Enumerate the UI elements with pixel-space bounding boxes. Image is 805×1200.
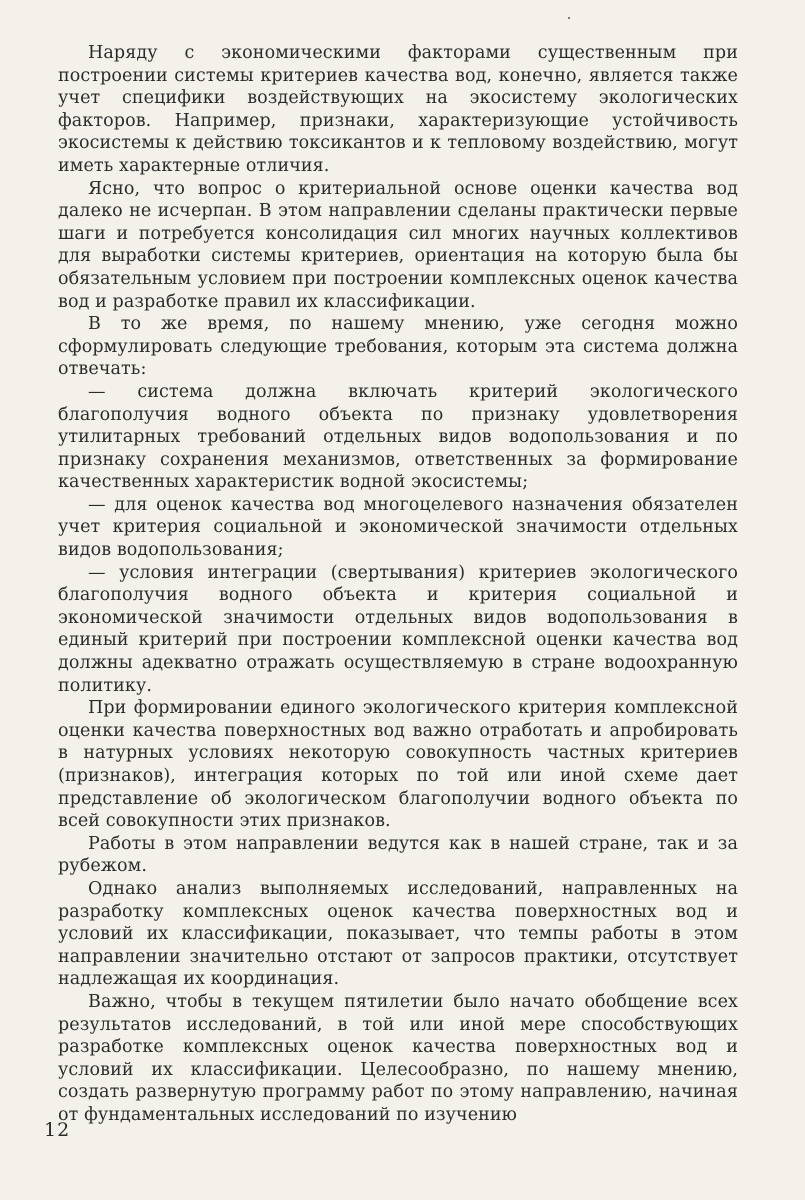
paragraph-3: В то же время, по нашему мнению, уже сегодня можно сформулировать следующие требования, которым эта система должна отвечать: xyxy=(58,314,738,380)
page-number: 12 xyxy=(44,1119,71,1141)
list-item-3: — условия интеграции (свертывания) критериев экологического благополучия водного объекта и критерия социальной и экономической значимости отдельных видов водопользования в единый критерий при построении комплексной оценки качества вод должны адекватно отражать осуществляемую в стране водоохранную политику. xyxy=(58,562,738,696)
paragraph-2: Ясно, что вопрос о критериальной основе оценки качества вод далеко не исчерпан. В этом направлении сделаны практически первые шаги и потребуется консолидация сил многих научных коллективов для выработки системы критериев, ориентация на которую была бы обязательным условием при построении комплексных оценок качества вод и разработке правил их классификации. xyxy=(58,178,738,312)
paragraph-5: Работы в этом направлении ведутся как в нашей стране, так и за рубежом. xyxy=(58,833,738,877)
paragraph-1: Наряду с экономическими факторами существенным при построении системы критериев качества вод, конечно, является также учет специфики воздействующих на экосистему экологических факторов. Например, признаки, характеризующие устойчивость экосистемы к действию токсикантов и к тепловому воздействию, могут иметь характерные отличия. xyxy=(58,43,738,176)
list-item-2: — для оценок качества вод многоцелевого назначения обязателен учет критерия социальной и экономической значимости отдельных видов водопользования; xyxy=(58,494,738,561)
paragraph-7: Важно, чтобы в текущем пятилетии было начато обобщение всех результатов исследований, в той или иной мере способствующих разработке комплексных оценок качества поверхностных вод и условий их классификации. Целесообразно, по нашему мнению, создать развернутую программу работ по этому направлению, начиная от фундаментальных исследований по изучению xyxy=(58,991,738,1125)
body-text xyxy=(58,42,738,1127)
list-item-1: — система должна включать критерий экологического благополучия водного объекта по признаку удовлетворения утилитарных требований отдельных видов водопользования и по признаку сохранения механизмов, ответственных за формирование качественных характеристик водной экосистемы; xyxy=(58,381,738,493)
print-speck xyxy=(568,17,570,19)
paragraph-4: При формировании единого экологического критерия комплексной оценки качества поверхностных вод важно отработать и апробировать в натурных условиях некоторую совокупность частных критериев (признаков), интеграция которых по той или иной схеме дает представление об экологическом благополучии водного объекта по всей совокупности этих признаков. xyxy=(58,698,738,832)
paragraph-6: Однако анализ выполняемых исследований, направленных на разработку комплексных оценок качества поверхностных вод и условий их классификации, показывает, что темпы работы в этом направлении значительно отстают от запросов практики, отсутствует надлежащая их координация. xyxy=(58,878,738,990)
